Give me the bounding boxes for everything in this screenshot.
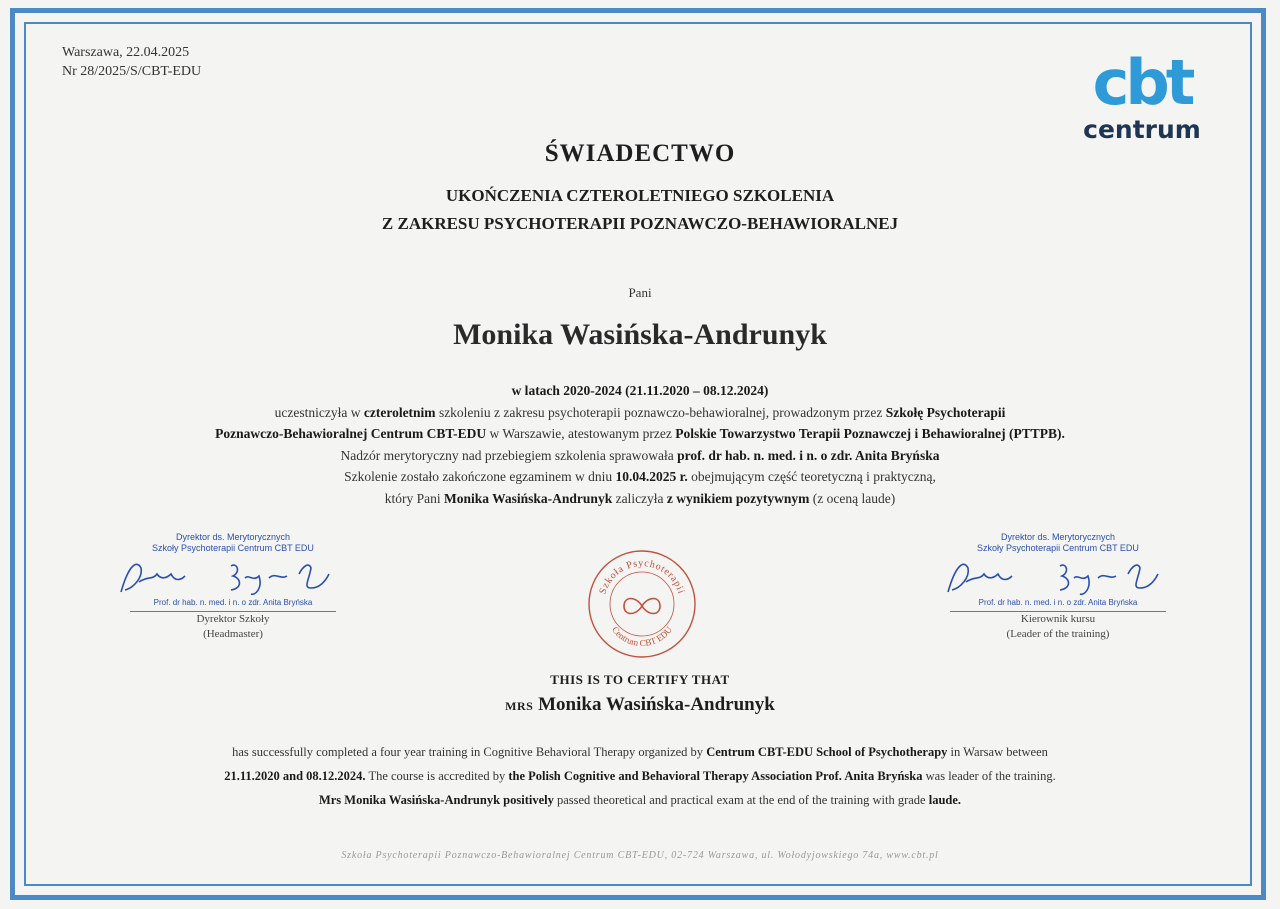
signature-block-left xyxy=(108,532,358,642)
logo-text-top: cbt xyxy=(1092,46,1192,119)
pl-line-1 xyxy=(60,380,1220,402)
certificate-subtitle-1: UKOŃCZENIA CZTEROLETNIEGO SZKOLENIA xyxy=(445,186,835,205)
recipient-salutation: Pani xyxy=(628,285,652,300)
recipient-name: Monika Wasińska-Andrunyk xyxy=(453,318,827,351)
stamp-line-3: Prof. dr hab. n. med. i n. o zdr. Anita Bryńska xyxy=(978,598,1138,607)
pl-line-2: uczestniczyła w czteroletnim szkoleniu z zakresu psychoterapii poznawczo-behawioralnej, prowadzonym przez Szkołę Psychoterapii xyxy=(274,404,1006,420)
handwritten-signature-right xyxy=(938,554,1178,598)
english-recipient-name: MRS Monika Wasińska-Andrunyk xyxy=(505,694,775,715)
pl-line-4: Nadzór merytoryczny nad przebiegiem szkolenia sprawowała prof. dr hab. n. med. i n. o zdr. Anita Bryńska xyxy=(340,447,940,463)
certificate-subtitle-2: Z ZAKRESU PSYCHOTERAPII POZNAWCZO-BEHAWIORALNEJ xyxy=(381,214,899,233)
pl-line-6: który Pani Monika Wasińska-Andrunyk zaliczyła z wynikiem pozytywnym (z oceną laude) xyxy=(384,490,896,506)
document-meta xyxy=(62,43,201,81)
handwritten-signature-left xyxy=(113,554,353,598)
english-honorific: MRS xyxy=(505,699,534,713)
school-seal xyxy=(586,548,698,660)
english-certify-heading: THIS IS TO CERTIFY THAT xyxy=(550,672,730,687)
en-line-3: Mrs Monika Wasińska-Andrunyk positively passed theoretical and practical exam at the end of the training with grade laude. xyxy=(318,793,962,807)
seal-bottom-text: Centrum CBT EDU xyxy=(610,624,675,649)
seal-top-text: Szkoła Psychoterapii xyxy=(597,557,687,596)
signatory-title-en: (Headmaster) xyxy=(203,628,263,640)
footer-address: Szkoła Psychoterapii Poznawczo-Behawioralnej Centrum CBT-EDU, 02-724 Warszawa, ul. Wołodyjowskiego 74a, www.cbt.pl xyxy=(341,850,939,861)
document-number: Nr 28/2025/S/CBT-EDU xyxy=(62,64,202,79)
infinity-icon xyxy=(624,599,660,614)
pl-line-5: Szkolenie zostało zakończone egzaminem w dniu 10.04.2025 r. obejmującym część teoretyczną i praktyczną, xyxy=(344,469,936,484)
pl-line-3: Poznawczo-Behawioralnej Centrum CBT-EDU w Warszawie, atestowanym przez Polskie Towarzystwo Terapii Poznawczej i Behawioralnej (PTTPB). xyxy=(215,426,1065,441)
stamp-line-1: Dyrektor ds. Merytorycznych xyxy=(175,532,291,542)
issue-date: Warszawa, 22.04.2025 xyxy=(62,45,190,60)
stamp-line-2: Szkoły Psychoterapii Centrum CBT EDU xyxy=(152,543,314,553)
stamp-line-1: Dyrektor ds. Merytorycznych xyxy=(1000,532,1116,542)
signatory-title-pl: Kierownik kursu xyxy=(1020,613,1096,625)
signature-block-right xyxy=(928,532,1188,642)
cbt-centrum-logo xyxy=(1074,44,1210,148)
english-body-text xyxy=(60,740,1220,812)
certificate-title: ŚWIADECTWO xyxy=(544,140,736,167)
en-line-1: has successfully completed a four year training in Cognitive Behavioral Therapy organized by Centrum CBT-EDU School of Psychotherapy in Warsaw between xyxy=(232,745,1048,759)
signatory-title-en: (Leader of the training) xyxy=(1006,628,1110,640)
logo-text-bottom: centrum xyxy=(1083,115,1201,144)
stamp-line-3: Prof. dr hab. n. med. i n. o zdr. Anita Bryńska xyxy=(153,598,313,607)
stamp-line-2: Szkoły Psychoterapii Centrum CBT EDU xyxy=(977,543,1139,553)
polish-body-text xyxy=(60,380,1220,509)
svg-text:Szkoła Psychoterapii xyxy=(597,558,686,596)
training-years: w latach 2020-2024 (21.11.2020 – 08.12.2024) xyxy=(511,383,769,398)
en-line-2: 21.11.2020 and 08.12.2024. The course is accredited by the Polish Cognitive and Behavioral Therapy Association Prof. Anita Bryńska was leader of the training. xyxy=(224,769,1056,783)
signatory-title-pl: Dyrektor Szkoły xyxy=(196,613,270,625)
